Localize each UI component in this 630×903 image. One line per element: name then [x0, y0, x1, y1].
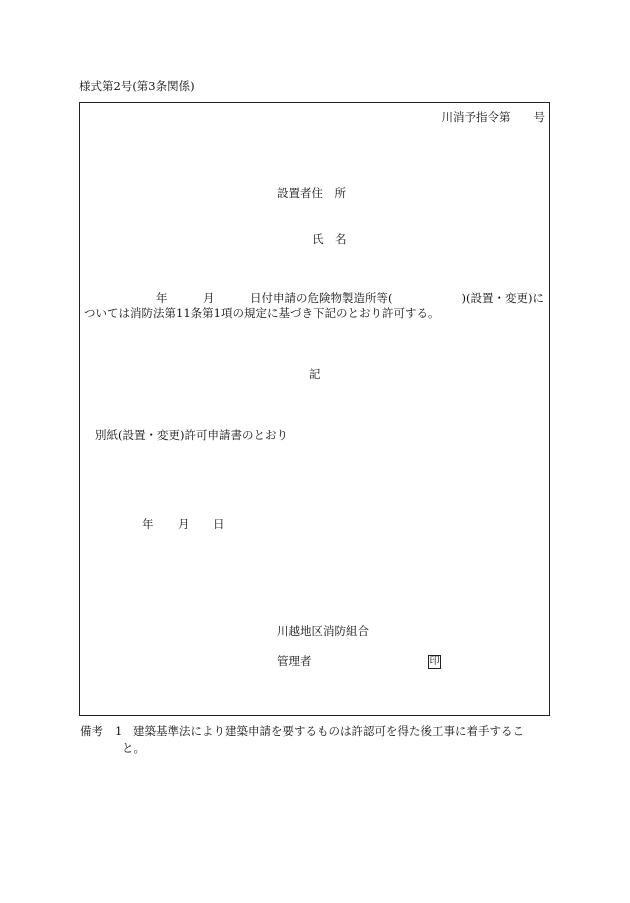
form-label: 様式第2号(第3条関係)	[79, 79, 195, 93]
ki-heading: 記	[309, 367, 321, 381]
installer-name-label: 氏 名	[312, 232, 347, 246]
application-year: 年	[156, 291, 168, 305]
remarks-label: 備考	[80, 724, 103, 738]
issue-month: 月	[178, 517, 190, 531]
permit-statement-line1: 日付申請の危険物製造所等( )(設置・変更)に	[250, 291, 544, 305]
document-number: 川消予指令第 号	[441, 110, 545, 124]
remarks-line1: 建築基準法により建築申請を要するものは許認可を得た後工事に着手するこ	[133, 724, 524, 738]
application-month: 月	[203, 291, 215, 305]
permit-item: 別紙(設置・変更)許可申請書のとおり	[95, 428, 288, 442]
issue-day: 日	[213, 517, 225, 531]
seal-mark: 印	[429, 656, 440, 667]
permit-statement-line2: ついては消防法第11条第1項の規定に基づき下記のとおり許可する。	[84, 306, 440, 320]
remarks-number: 1	[115, 724, 123, 738]
installer-address-label: 設置者住 所	[277, 186, 346, 200]
issuer-title: 管理者	[277, 654, 312, 668]
issuer-organization: 川越地区消防組合	[277, 624, 369, 638]
remarks-line2: と。	[122, 741, 145, 755]
issue-year: 年	[142, 517, 154, 531]
